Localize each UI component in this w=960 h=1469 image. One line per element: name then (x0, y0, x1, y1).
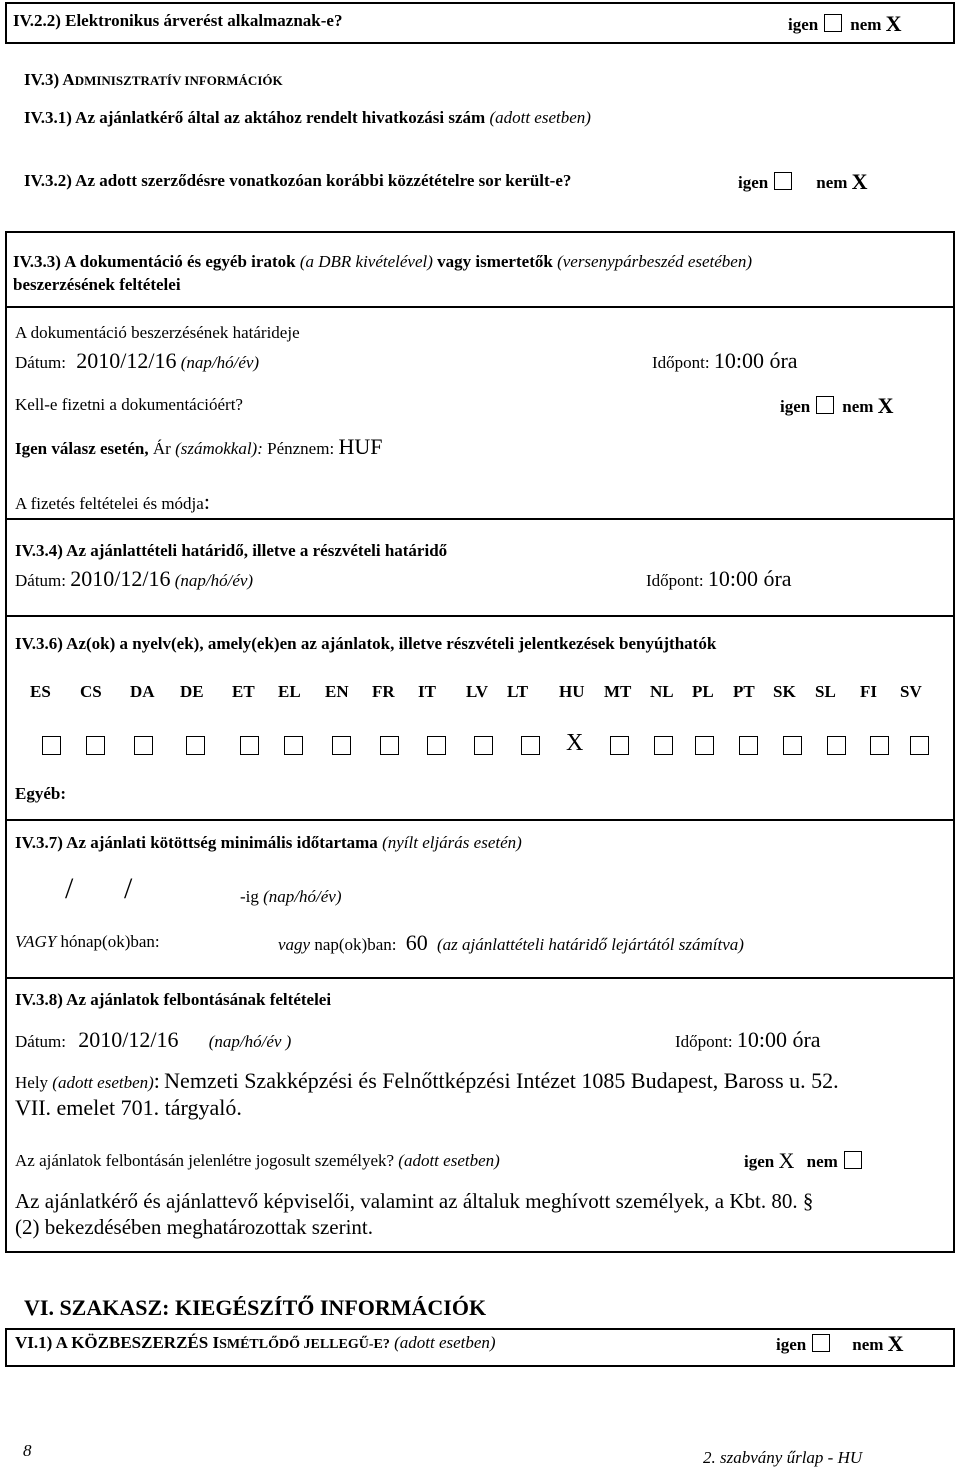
no-checkbox[interactable] (844, 1151, 862, 1169)
persons-question: Az ajánlatok felbontásán jelenlétre jogosult személyek? (adott esetben) (15, 1151, 500, 1170)
iv-3-heading-smallcaps: DMINISZTRATÍV INFORMÁCIÓK (74, 73, 283, 88)
section-vi-title: VI. SZAKASZ: KIEGÉSZÍTŐ INFORMÁCIÓK (24, 1295, 487, 1320)
pay-question: Kell-e fizetni a dokumentációért? (15, 395, 243, 414)
until-label: -ig (nap/hó/év) (240, 887, 342, 906)
currency-value[interactable]: HUF (338, 434, 383, 459)
language-checkbox-cs[interactable] (86, 736, 105, 755)
yes-label: igen (744, 1152, 775, 1171)
no-label: nem (842, 397, 874, 416)
no-label: nem (850, 15, 882, 34)
yes-checkbox-mark[interactable]: X (778, 1148, 795, 1173)
language-checkbox-nl[interactable] (654, 736, 673, 755)
iv-3-heading-prefix: IV.3) A (24, 70, 75, 89)
iv-3-1-text: IV.3.1) Az ajánlatkérő által az aktához rendelt hivatkozási szám (24, 108, 486, 127)
iv-3-6-label: IV.3.6) Az(ok) a nyelv(ek), amely(ek)en az ajánlatok, illetve részvételi jelentkezések benyújthatók (15, 634, 717, 653)
no-checkbox-mark[interactable]: X (851, 169, 868, 194)
months-line: VAGY hónap(ok)ban: (15, 932, 160, 951)
language-checkbox-en[interactable] (332, 736, 351, 755)
iv-3-3-label: IV.3.3) A dokumentáció és egyéb iratok (a DBR kivételével) vagy ismertetők (versenypárbeszéd esetében) (13, 252, 753, 271)
other-language-label: Egyéb: (15, 784, 66, 803)
language-code-hu: HU (559, 682, 585, 701)
date-value[interactable]: 2010/12/16 (70, 566, 171, 591)
iv-3-4-date: Dátum: 2010/12/16 (nap/hó/év) (15, 566, 254, 591)
form-name: 2. szabvány űrlap - HU (703, 1448, 863, 1467)
language-checkbox-pl[interactable] (695, 736, 714, 755)
yes-checkbox[interactable] (816, 396, 834, 414)
language-checkbox-sv[interactable] (910, 736, 929, 755)
language-code-de: DE (180, 682, 204, 701)
payment-terms-label: A fizetés feltételei és módja: (15, 489, 210, 514)
language-code-es: ES (30, 682, 51, 701)
no-checkbox-mark[interactable]: X (887, 1331, 904, 1356)
no-checkbox-mark[interactable]: X (885, 11, 902, 36)
doc-deadline-date: Dátum: 2010/12/16 (nap/hó/év) (15, 348, 260, 373)
iv-3-2-label: IV.3.2) Az adott szerződésre vonatkozóan korábbi közzétételre sor került-e? (24, 171, 572, 190)
yes-checkbox[interactable] (774, 172, 792, 190)
yes-checkbox[interactable] (812, 1334, 830, 1352)
no-label: nem (852, 1335, 884, 1354)
date-slash-2: / (124, 872, 133, 905)
language-checkbox-fi[interactable] (870, 736, 889, 755)
doc-deadline-label: A dokumentáció beszerzésének határideje (15, 323, 300, 342)
iv-3-8-time: Időpont: 10:00 óra (675, 1027, 821, 1052)
language-checkbox-et[interactable] (240, 736, 259, 755)
language-checkbox-el[interactable] (284, 736, 303, 755)
language-code-pl: PL (692, 682, 714, 701)
language-checkbox-lv[interactable] (474, 736, 493, 755)
iv-3-8-date: Dátum: 2010/12/16 (nap/hó/év ) (15, 1027, 292, 1052)
language-code-en: EN (325, 682, 349, 701)
time-value[interactable]: 10:00 óra (713, 348, 798, 373)
persons-choice (744, 1148, 870, 1173)
iv-3-4-label: IV.3.4) Az ajánlattételi határidő, illetve a részvételi határidő (15, 541, 448, 560)
language-checkbox-mt[interactable] (610, 736, 629, 755)
days-value[interactable]: 60 (405, 930, 428, 955)
language-code-sk: SK (773, 682, 796, 701)
language-checkbox-it[interactable] (427, 736, 446, 755)
date-value[interactable]: 2010/12/16 (76, 348, 177, 373)
place-value[interactable]: Nemzeti Szakképzési és Felnőttképzési Intézet 1085 Budapest, Baross u. 52. (164, 1068, 839, 1093)
iv-2-2-choice (788, 11, 902, 36)
yes-label: igen (738, 173, 769, 192)
language-checkbox-es[interactable] (42, 736, 61, 755)
language-code-da: DA (130, 682, 155, 701)
doc-deadline-time: Időpont: 10:00 óra (652, 348, 798, 373)
language-checkbox-sk[interactable] (783, 736, 802, 755)
date-value[interactable]: 2010/12/16 (78, 1027, 179, 1052)
language-checkbox-hu[interactable]: X (566, 730, 584, 756)
language-code-pt: PT (733, 682, 755, 701)
language-checkbox-da[interactable] (134, 736, 153, 755)
language-checkbox-lt[interactable] (521, 736, 540, 755)
date-slash-1: / (65, 872, 74, 905)
language-code-et: ET (232, 682, 255, 701)
language-code-sv: SV (900, 682, 922, 701)
language-code-it: IT (418, 682, 436, 701)
persons-answer-line1: Az ajánlatkérő és ajánlattevő képviselői, valamint az általuk meghívott személyek, a Kbt. 80. § (15, 1189, 814, 1213)
no-label: nem (816, 173, 848, 192)
language-checkbox-fr[interactable] (380, 736, 399, 755)
iv-3-4-time: Időpont: 10:00 óra (646, 566, 792, 591)
language-code-el: EL (278, 682, 301, 701)
language-code-fr: FR (372, 682, 395, 701)
no-label: nem (806, 1152, 838, 1171)
iv-3-2-choice (738, 169, 868, 194)
no-checkbox-mark[interactable]: X (877, 393, 894, 418)
pay-choice (780, 393, 894, 418)
vi-1-choice (776, 1331, 904, 1356)
yes-checkbox[interactable] (824, 14, 842, 32)
iv-3-3-label-line2: beszerzésének feltételei (13, 275, 181, 294)
persons-answer-line2: (2) bekezdésében meghatározottak szerint. (15, 1215, 373, 1239)
iv-3-1-note: (adott esetben) (489, 108, 591, 127)
iv-3-heading (24, 70, 283, 90)
language-code-nl: NL (650, 682, 674, 701)
iv-3-1-label (24, 108, 591, 128)
language-checkbox-pt[interactable] (739, 736, 758, 755)
language-code-lt: LT (507, 682, 529, 701)
language-checkbox-de[interactable] (186, 736, 205, 755)
language-code-cs: CS (80, 682, 102, 701)
iv-3-8-label: IV.3.8) Az ajánlatok felbontásának feltételei (15, 990, 332, 1009)
days-line: vagy nap(ok)ban: 60 (az ajánlattételi határidő lejártától számítva) (278, 930, 744, 955)
language-checkbox-sl[interactable] (827, 736, 846, 755)
yes-label: igen (776, 1335, 807, 1354)
language-code-fi: FI (860, 682, 877, 701)
page-number: 8 (23, 1441, 32, 1460)
yes-label: igen (780, 397, 811, 416)
opening-place: Hely (adott esetben): Nemzeti Szakképzési és Felnőttképzési Intézet 1085 Budapest, Baross u. 52. (15, 1068, 839, 1093)
yes-label: igen (788, 15, 819, 34)
language-code-mt: MT (604, 682, 632, 701)
vi-1-label: VI.1) A KÖZBESZERZÉS ISMÉTLŐDŐ JELLEGŰ-E? (adott esetben) (15, 1333, 496, 1352)
time-value[interactable]: 10:00 óra (736, 1027, 821, 1052)
time-value[interactable]: 10:00 óra (707, 566, 792, 591)
language-code-lv: LV (466, 682, 489, 701)
language-code-sl: SL (815, 682, 836, 701)
iv-3-7-label: IV.3.7) Az ajánlati kötöttség minimális időtartama (nyílt eljárás esetén) (15, 833, 522, 852)
price-line: Igen válasz esetén, Ár (számokkal): Pénznem: HUF (15, 434, 383, 459)
iv-2-2-label: IV.2.2) Elektronikus árverést alkalmaznak-e? (13, 11, 343, 30)
place-value-line2[interactable]: VII. emelet 701. tárgyaló. (15, 1095, 242, 1120)
